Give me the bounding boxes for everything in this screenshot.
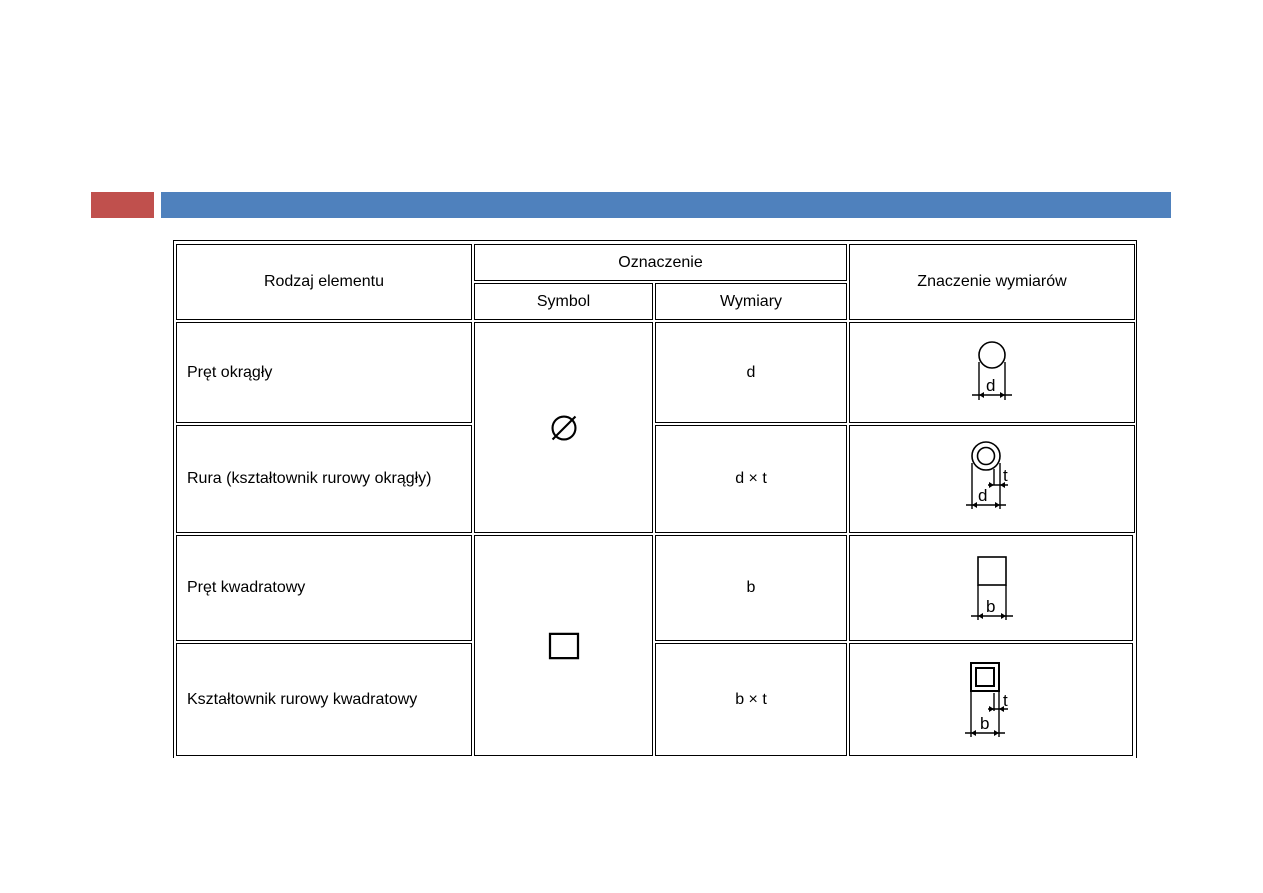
square-bar-diagram-icon [961, 552, 1021, 624]
row-name-label: Pręt okrągły [187, 363, 273, 381]
svg-text:t: t [1003, 466, 1008, 485]
table-row-3-name [176, 535, 472, 641]
header-symbol-label: Symbol [536, 292, 591, 310]
row-dimensions-label: b × t [735, 690, 767, 708]
table-row-1-diagram [849, 322, 1135, 423]
svg-text:d: d [978, 486, 988, 505]
header-designation [474, 244, 847, 281]
accent-bar-red [91, 192, 154, 218]
symbol-square-cell [474, 535, 653, 756]
diameter-icon [549, 413, 579, 443]
round-bar-diagram-icon [962, 338, 1022, 408]
row-name-label: Kształtownik rurowy kwadratowy [187, 690, 418, 708]
table-row-1-dimensions [655, 322, 847, 423]
square-tube-diagram-icon [959, 659, 1023, 741]
header-dimension-meaning [849, 244, 1135, 320]
header-designation-label: Oznaczenie [618, 253, 703, 271]
table-row-2-diagram [849, 425, 1135, 533]
row-name-label: Pręt kwadratowy [187, 579, 306, 596]
svg-text:b: b [980, 713, 990, 733]
accent-bar-blue [161, 192, 1171, 218]
header-dimensions [655, 283, 847, 320]
table-row-3-dimensions [655, 535, 847, 641]
table-row-4-diagram [849, 643, 1133, 756]
table-row-2-dimensions [655, 425, 847, 533]
dimensions-table [173, 240, 1137, 758]
row-dimensions-label: b [746, 579, 756, 596]
header-dimensions-label: Wymiary [719, 292, 783, 310]
square-icon [548, 632, 580, 660]
svg-text:d: d [986, 375, 996, 395]
table-row-4-name [176, 643, 472, 756]
table-row-2-name [176, 425, 472, 533]
header-element-type [176, 244, 472, 320]
table-row-4-dimensions [655, 643, 847, 756]
header-dimension-meaning-label: Znaczenie wymiarów [917, 273, 1067, 290]
row-dimensions-label: d [746, 363, 756, 381]
svg-text:t: t [1003, 690, 1008, 710]
symbol-round-cell [474, 322, 653, 533]
table-row-1-name [176, 322, 472, 423]
row-name-label: Rura (kształtownik rurowy okrągły) [187, 470, 432, 487]
row-dimensions-label: d × t [735, 470, 767, 487]
header-symbol [474, 283, 653, 320]
round-tube-diagram-icon [960, 439, 1024, 519]
svg-text:b: b [986, 597, 996, 616]
header-element-type-label: Rodzaj elementu [263, 273, 385, 290]
table-row-3-diagram [849, 535, 1133, 641]
